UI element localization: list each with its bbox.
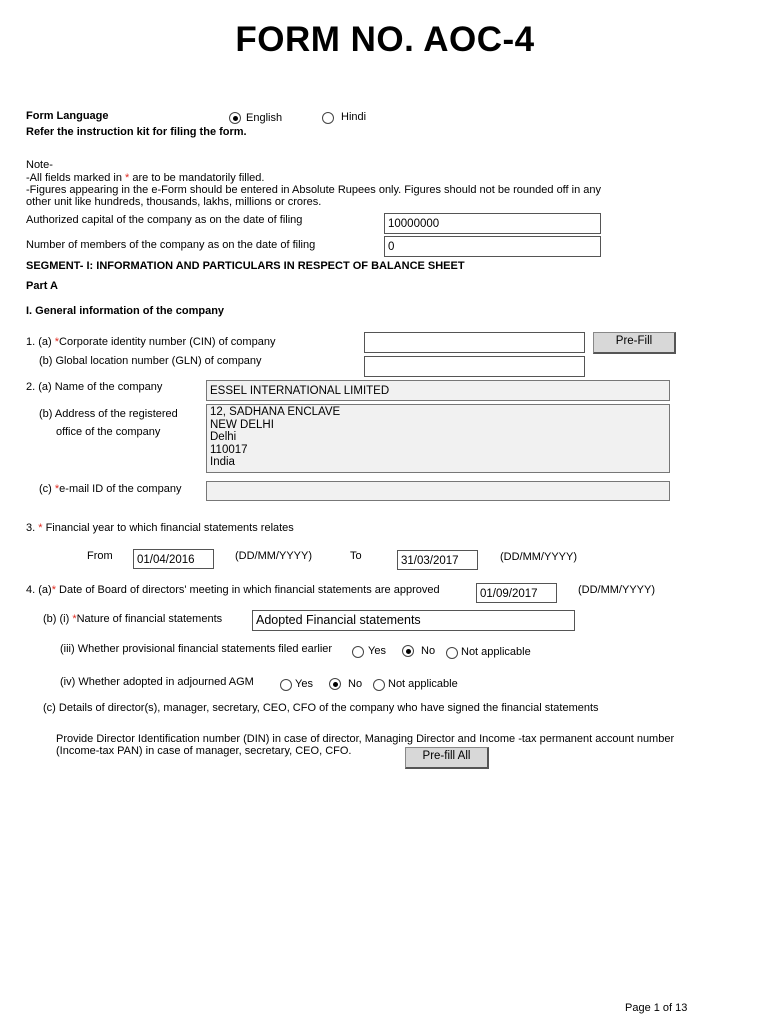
part-a-heading: Part A: [26, 280, 58, 292]
page-number: Page 1 of 13: [625, 1002, 688, 1014]
members-label: Number of members of the company as on the date of filing: [26, 239, 316, 251]
radio-english[interactable]: [229, 112, 241, 124]
provisional-yes-label: Yes: [368, 645, 386, 657]
note-heading: Note-: [26, 159, 53, 171]
radio-english-label: English: [246, 112, 283, 124]
directors-details-label: (c) Details of director(s), manager, secretary, CEO, CFO of the company who have signed the financial statements: [43, 702, 599, 714]
note-line-3: other unit like hundreds, thousands, lakhs, millions or crores.: [26, 196, 322, 208]
form-language-label: Form Language: [26, 110, 109, 122]
authorized-capital-field[interactable]: 10000000: [384, 213, 601, 234]
adjourned-not-applicable-label: Not applicable: [388, 678, 458, 690]
gln-field[interactable]: [364, 356, 585, 377]
adjourned-label: (iv) Whether adopted in adjourned AGM: [60, 676, 254, 688]
provisional-not-applicable-label: Not applicable: [461, 646, 531, 658]
instruction-kit-text: Refer the instruction kit for filing the form.: [26, 126, 247, 138]
provisional-radio-yes[interactable]: [352, 646, 364, 658]
adjourned-radio-no[interactable]: [329, 678, 341, 690]
address-label-line-2: office of the company: [56, 426, 161, 438]
financial-year-label: 3. * Financial year to which financial statements relates: [26, 522, 294, 534]
general-info-heading: I. General information of the company: [26, 305, 225, 317]
pre-fill-button[interactable]: Pre-Fill: [593, 332, 676, 354]
from-date-field[interactable]: 01/04/2016: [133, 549, 214, 569]
to-label: To: [350, 550, 362, 562]
company-name-field[interactable]: ESSEL INTERNATIONAL LIMITED: [206, 380, 670, 401]
adjourned-yes-label: Yes: [295, 678, 313, 690]
to-date-field[interactable]: 31/03/2017: [397, 550, 478, 570]
members-field[interactable]: 0: [384, 236, 601, 257]
provisional-no-label: No: [421, 645, 436, 657]
din-text-line-2: (Income-tax PAN) in case of manager, secretary, CEO, CFO.: [56, 745, 352, 757]
company-name-label: 2. (a) Name of the company: [26, 381, 163, 393]
note-line-2: -Figures appearing in the e-Form should be entered in Absolute Rupees only. Figures should not be rounded off in any: [26, 184, 602, 196]
cin-label: 1. (a) *Corporate identity number (CIN) of company: [26, 336, 276, 348]
nature-dropdown[interactable]: Adopted Financial statements: [252, 610, 575, 631]
email-field[interactable]: [206, 481, 670, 501]
board-meeting-date-format: (DD/MM/YYYY): [578, 584, 655, 596]
form-title: FORM NO. AOC-4: [235, 20, 535, 59]
provisional-radio-no[interactable]: [402, 645, 414, 657]
from-label: From: [87, 550, 113, 562]
note-line-1: -All fields marked in * are to be mandatorily filled.: [26, 172, 265, 184]
pre-fill-all-button[interactable]: Pre-fill All: [405, 747, 489, 769]
adjourned-radio-yes[interactable]: [280, 679, 292, 691]
board-meeting-date-field[interactable]: 01/09/2017: [476, 583, 557, 603]
provisional-label: (iii) Whether provisional financial statements filed earlier: [60, 643, 333, 655]
authorized-capital-label: Authorized capital of the company as on the date of filing: [26, 214, 303, 226]
cin-field[interactable]: [364, 332, 585, 353]
to-date-format: (DD/MM/YYYY): [500, 551, 577, 563]
adjourned-radio-not-applicable[interactable]: [373, 679, 385, 691]
email-label: (c) *e-mail ID of the company: [39, 483, 182, 495]
provisional-radio-not-applicable[interactable]: [446, 647, 458, 659]
segment-heading: SEGMENT- I: INFORMATION AND PARTICULARS IN RESPECT OF BALANCE SHEET: [26, 260, 465, 272]
radio-hindi[interactable]: [322, 112, 334, 124]
address-field[interactable]: 12, SADHANA ENCLAVE NEW DELHI Delhi 110017 India: [206, 404, 670, 473]
from-date-format: (DD/MM/YYYY): [235, 550, 312, 562]
din-text-line-1: Provide Director Identification number (DIN) in case of director, Managing Director and Income -tax permanent account number: [56, 733, 675, 745]
gln-label: (b) Global location number (GLN) of company: [39, 355, 262, 367]
radio-hindi-label: Hindi: [341, 111, 367, 123]
board-meeting-label: 4. (a)* Date of Board of directors' meeting in which financial statements are approved: [26, 584, 440, 596]
adjourned-no-label: No: [348, 678, 363, 690]
nature-label: (b) (i) *Nature of financial statements: [43, 613, 223, 625]
address-label-line-1: (b) Address of the registered: [39, 408, 178, 420]
